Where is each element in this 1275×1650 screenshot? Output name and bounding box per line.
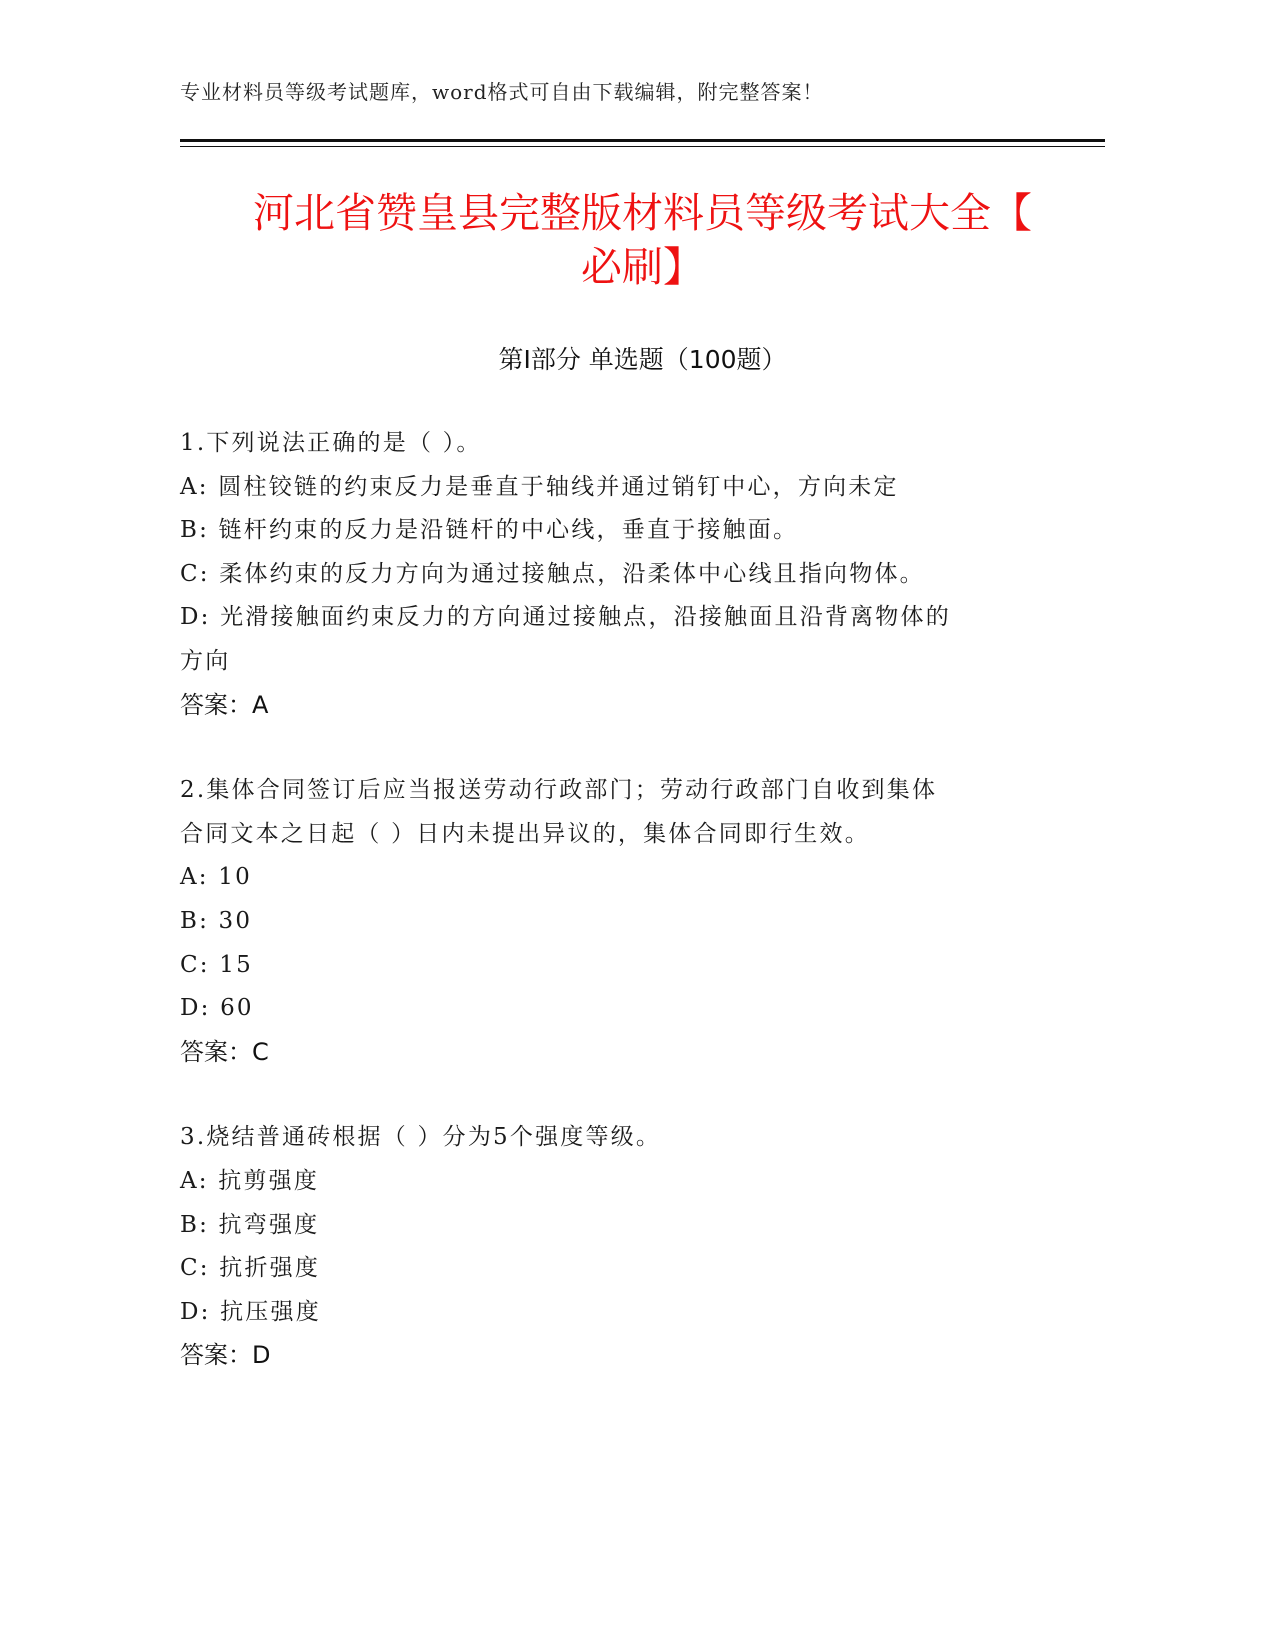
header-note: 专业材料员等级考试题库，word格式可自由下载编辑，附完整答案！	[180, 80, 824, 104]
answer-label: 答案：C	[180, 1037, 269, 1066]
document-title-line-1: 河北省赞皇县完整版材料员等级考试大全【	[253, 189, 1032, 237]
option-d: D: 抗压强度	[180, 1298, 321, 1325]
option-a: A: 10	[180, 864, 252, 891]
question-list	[180, 422, 1040, 1420]
question-3	[180, 1116, 1040, 1378]
question-stem: 2.集体合同签订后应当报送劳动行政部门；劳动行政部门自收到集体	[180, 777, 938, 804]
question-1	[180, 422, 1040, 727]
option-c: C: 抗折强度	[180, 1255, 321, 1282]
option-b: B: 抗弯强度	[180, 1211, 320, 1238]
option-b: B: 30	[180, 907, 253, 934]
question-stem-continued: 合同文本之日起（ ）日内未提出异议的，集体合同即行生效。	[180, 820, 870, 847]
question-stem: 3.烧结普通砖根据（ ）分为5个强度等级。	[180, 1124, 662, 1151]
option-a: A: 圆柱铰链的约束反力是垂直于轴线并通过销钉中心，方向未定	[180, 473, 899, 500]
question-2	[180, 769, 1040, 1074]
option-d-continued: 方向	[180, 647, 231, 674]
option-c: C: 柔体约束的反力方向为通过接触点，沿柔体中心线且指向物体。	[180, 560, 925, 587]
answer-label: 答案：A	[180, 690, 269, 719]
section-title: 第Ⅰ部分 单选题（100题）	[498, 345, 787, 374]
document-title-line-2: 必刷】	[581, 243, 704, 291]
header-rule-thick	[180, 139, 1105, 142]
option-a: A: 抗剪强度	[180, 1167, 320, 1194]
option-d: D: 光滑接触面约束反力的方向通过接触点，沿接触面且沿背离物体的	[180, 604, 951, 631]
question-stem: 1.下列说法正确的是（ ）。	[180, 430, 482, 456]
option-b: B: 链杆约束的反力是沿链杆的中心线，垂直于接触面。	[180, 517, 799, 544]
header-rule-thin	[180, 146, 1105, 147]
option-d: D: 60	[180, 995, 254, 1022]
option-c: C: 15	[180, 951, 253, 978]
document-title	[180, 186, 1105, 294]
answer-label: 答案：D	[180, 1341, 271, 1370]
